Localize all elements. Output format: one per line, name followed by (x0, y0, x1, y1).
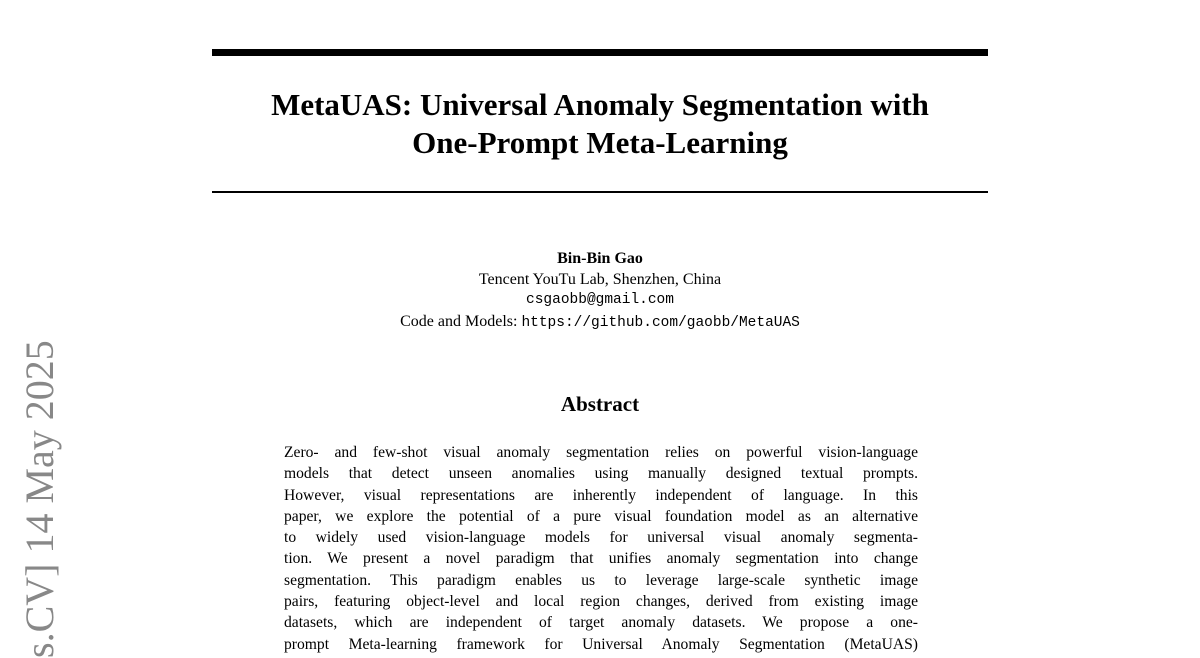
abstract-line: to widely used vision-language models for universal visual anomaly segmenta- (284, 529, 918, 547)
abstract-line: prompt Meta-learning framework for Universal Anomaly Segmentation (MetaUAS) (284, 635, 918, 653)
title-line-2: One-Prompt Meta-Learning (412, 125, 788, 160)
code-line (212, 311, 988, 334)
abstract-line: pairs, featuring object-level and local region changes, derived from existing image (284, 593, 918, 611)
code-label: Code and Models: (400, 313, 518, 330)
author-block (212, 248, 988, 334)
abstract-line: segmentation. This paradigm enables us to leverage large-scale synthetic image (284, 571, 918, 589)
arxiv-side-stamp: s.CV] 14 May 2025 (17, 340, 62, 658)
abstract-heading: Abstract (560, 392, 640, 416)
author-email[interactable]: csgaobb@gmail.com (526, 292, 674, 308)
abstract-line: datasets, which are independent of target anomaly datasets. We propose a one- (284, 614, 918, 632)
title-line-1: MetaUAS: Universal Anomaly Segmentation with (271, 87, 929, 122)
paper-title (212, 86, 988, 162)
abstract-line: paper, we explore the potential of a pure visual foundation model as an alternative (284, 507, 918, 525)
abstract-line: tion. We present a novel paradigm that unifies anomaly segmentation into change (284, 550, 918, 568)
title-bottom-rule (212, 191, 988, 193)
author-name: Bin-Bin Gao (557, 250, 643, 267)
code-url-link[interactable]: https://github.com/gaobb/MetaUAS (521, 315, 800, 331)
abstract-line: Zero- and few-shot visual anomaly segmentation relies on powerful vision-language (284, 444, 918, 461)
abstract-body (284, 442, 918, 655)
abstract-line: models that detect unseen anomalies using manually designed textual prompts. (284, 465, 918, 483)
author-affiliation: Tencent YouTu Lab, Shenzhen, China (478, 271, 722, 288)
title-top-rule (212, 49, 988, 56)
abstract-line: However, visual representations are inherently independent of language. In this (284, 486, 918, 504)
